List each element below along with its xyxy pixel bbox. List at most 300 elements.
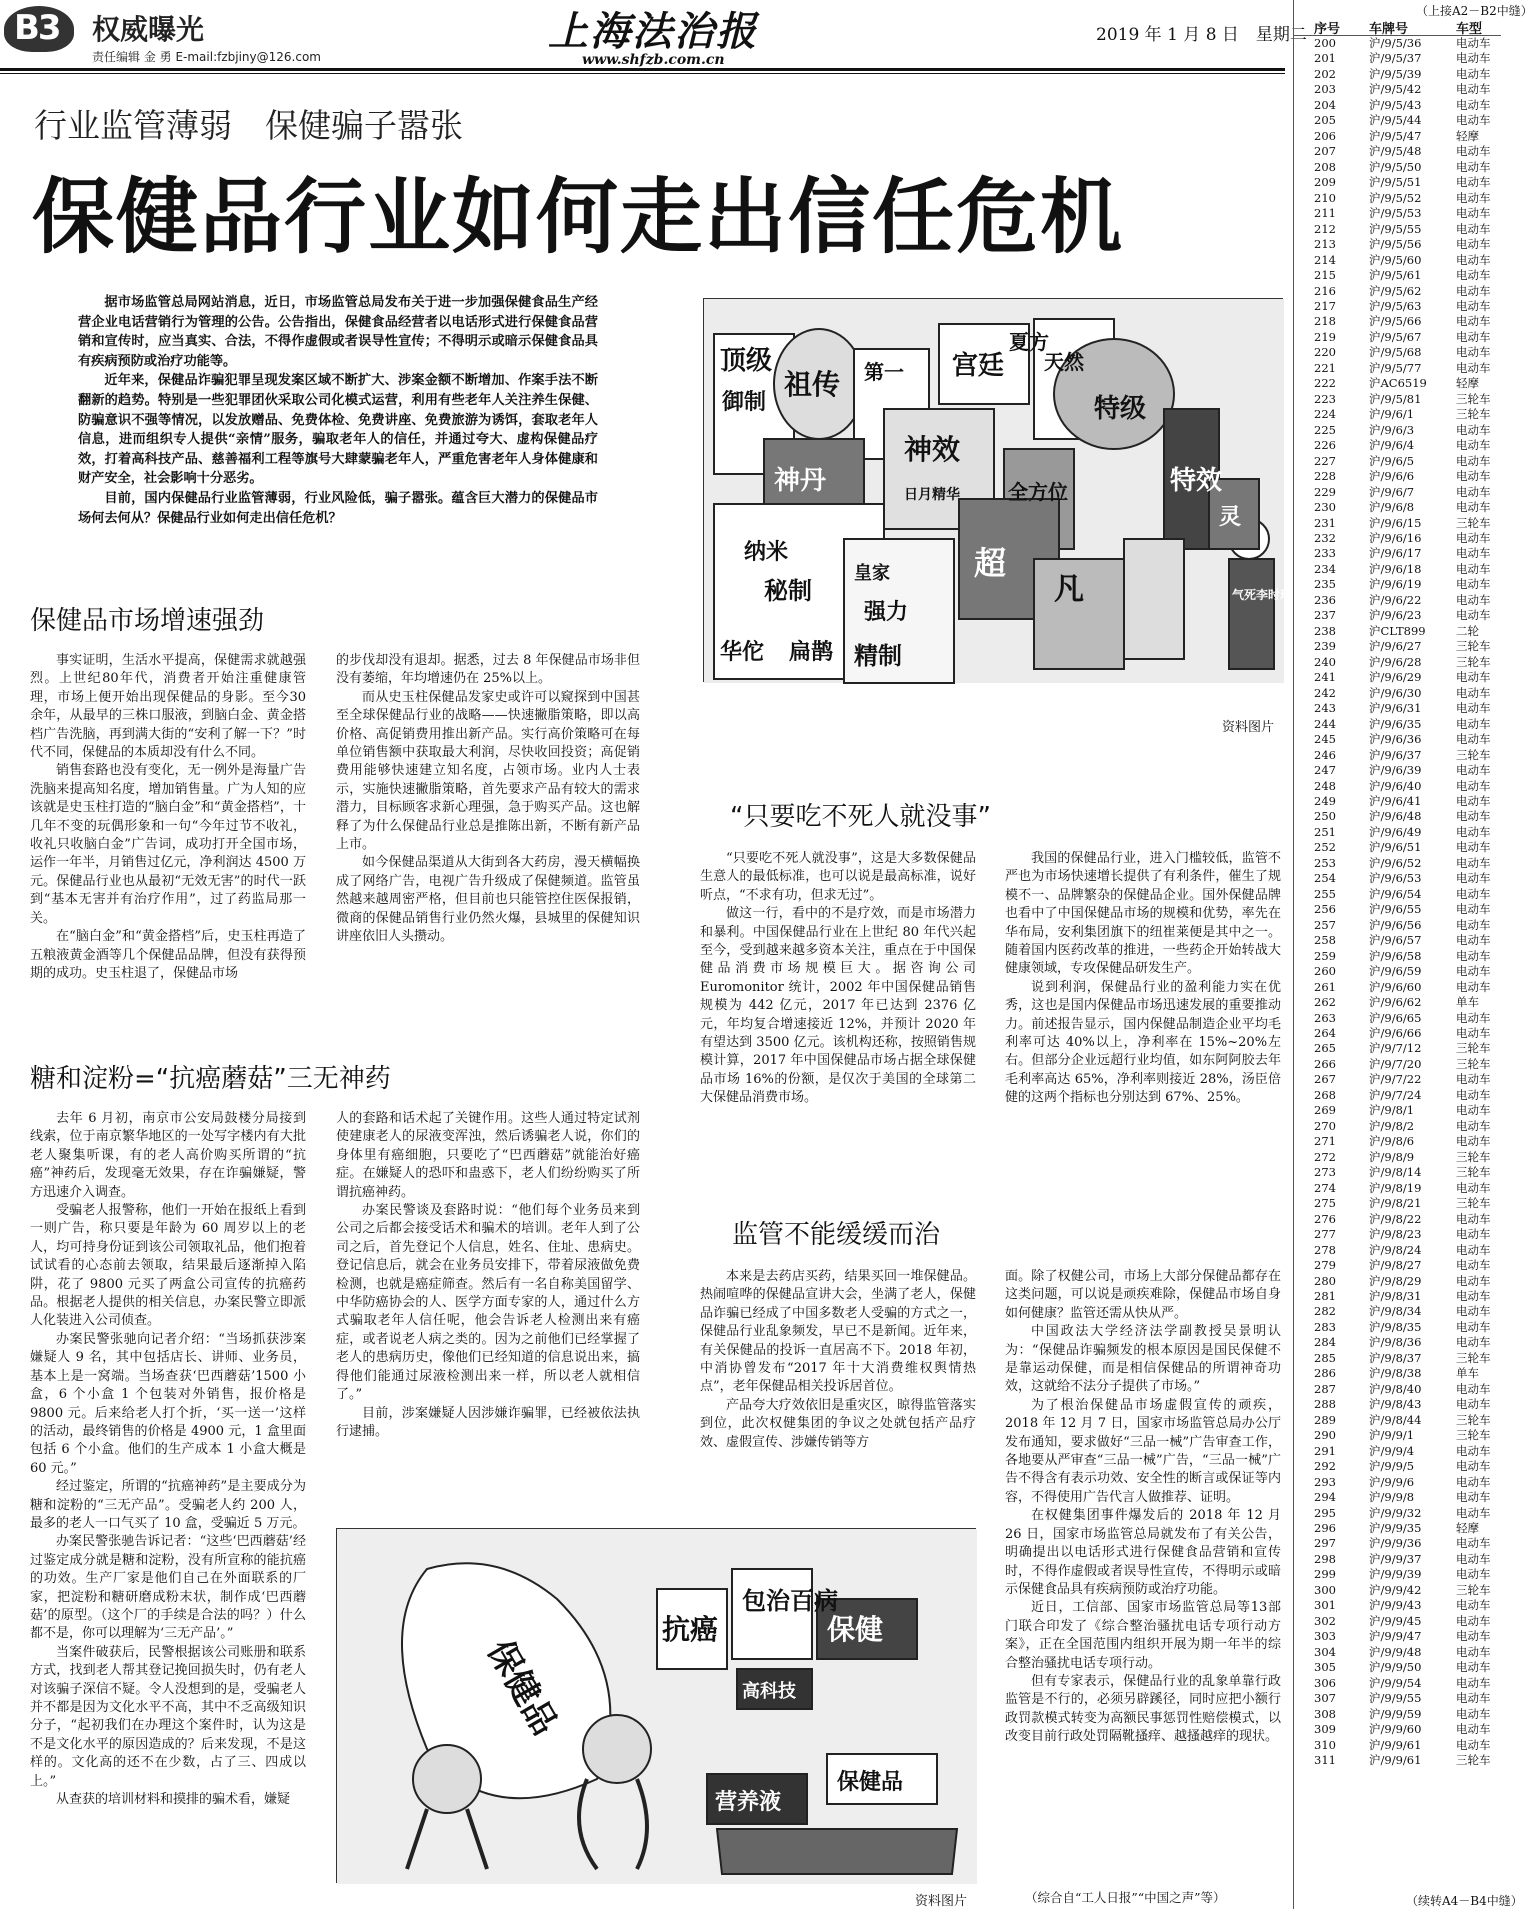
table-cell: 电动车	[1456, 1273, 1491, 1288]
table-cell: 沪/9/8/43	[1369, 1397, 1422, 1412]
table-cell: 267	[1314, 1072, 1336, 1087]
table-row	[1294, 1119, 1501, 1134]
table-cell: 310	[1314, 1737, 1336, 1752]
table-cell: 沪/9/9/43	[1369, 1598, 1422, 1613]
table-cell: 256	[1314, 902, 1336, 917]
table-row	[1294, 284, 1501, 299]
paragraph: 产品夸大疗效依旧是重灾区，晾得监管落实到位，此次权健集团的争议之处就包括产品疗效、虚假宣传、涉嫌传销等方	[700, 1397, 976, 1450]
table-row	[1294, 655, 1501, 670]
table-cell: 电动车	[1456, 902, 1491, 917]
illus-label: 营养液	[715, 1790, 782, 1815]
article-column	[700, 1268, 976, 1452]
table-cell: 沪/9/5/39	[1369, 66, 1422, 81]
table-row	[1294, 1382, 1501, 1397]
table-cell: 三轮车	[1456, 1165, 1491, 1180]
table-row	[1294, 1041, 1501, 1056]
table-row	[1294, 670, 1501, 685]
table-cell: 电动车	[1456, 1227, 1491, 1242]
table-cell: 电动车	[1456, 268, 1491, 283]
table-row	[1294, 1506, 1501, 1521]
table-cell: 沪/9/5/36	[1369, 36, 1422, 50]
table-row	[1294, 1459, 1501, 1474]
header-rule-thin	[0, 73, 1285, 74]
page-badge: B3	[14, 8, 60, 48]
table-row	[1294, 268, 1501, 283]
table-row	[1294, 206, 1501, 221]
table-cell: 沪AC6519	[1369, 376, 1427, 391]
table-cell: 247	[1314, 763, 1336, 778]
source-note: （综合自“工人日报”“中国之声”等）	[1025, 1890, 1226, 1905]
table-row	[1294, 1212, 1501, 1227]
table-row	[1294, 51, 1501, 66]
table-row	[1294, 1351, 1501, 1366]
table-cell: 沪/9/8/40	[1369, 1381, 1422, 1396]
table-cell: 238	[1314, 623, 1336, 638]
illus-label: 神丹	[774, 466, 827, 496]
table-row	[1294, 1413, 1501, 1428]
table-row	[1294, 608, 1501, 623]
table-row	[1294, 933, 1501, 948]
table-cell: 电动车	[1456, 1288, 1491, 1303]
table-cell: 307	[1314, 1691, 1336, 1706]
table-cell: 303	[1314, 1629, 1336, 1644]
paragraph: 说到利润，保健品行业的盈利能力实在优秀，这也是国内保健品市场迅速发展的重要推动力。前述报告显示，国内保健品制造企业平均毛利率可达 40%以上，净利率在 15%~20%左右。但部分企业远超行业均值，如东阿阿胶去年毛利率高达 65%，净利率则接近 28%，汤臣倍健的这两个指标也分别达到 67%、25%。	[1005, 979, 1281, 1106]
table-cell: 电动车	[1456, 732, 1491, 747]
table-cell: 电动车	[1456, 1644, 1491, 1659]
table-cell: 沪/9/8/2	[1369, 1118, 1415, 1133]
table-row	[1294, 1536, 1501, 1551]
table-cell: 沪/9/6/5	[1369, 453, 1415, 468]
table-cell: 电动车	[1456, 1706, 1491, 1721]
table-cell: 沪/9/5/48	[1369, 144, 1422, 159]
table-cell: 电动车	[1456, 1103, 1491, 1118]
table-cell: 沪/9/6/39	[1369, 763, 1422, 778]
bottom-illustration	[336, 1528, 976, 1883]
paragraph: 从查获的培训材料和摸排的骗术看，嫌疑	[56, 1792, 291, 1808]
table-row	[1294, 1552, 1501, 1567]
paragraph: 事实证明，生活水平提高，保健需求就越强烈。上世纪80年代，消费者开始注重健康管理，市场上便开始出现保健品的身影。至今30余年，从最早的三株口服液，到脑白金、黄金搭档广告洗脑，再到满大街的“安利了解一下？”时代不同，保健品的本质却没有什么不同。	[30, 653, 306, 761]
table-cell: 245	[1314, 732, 1336, 747]
elderly-carrying-sack-illustration	[337, 1529, 977, 1884]
table-row	[1294, 701, 1501, 716]
table-cell: 274	[1314, 1180, 1336, 1195]
table-cell: 261	[1314, 979, 1336, 994]
table-row	[1294, 763, 1501, 778]
table-cell: 255	[1314, 886, 1336, 901]
table-row	[1294, 1072, 1501, 1087]
table-cell: 沪/9/8/27	[1369, 1258, 1422, 1273]
table-cell: 电动车	[1456, 871, 1491, 886]
table-cell: 电动车	[1456, 1242, 1491, 1257]
table-cell: 电动车	[1456, 1258, 1491, 1273]
continued-to-note: （续转A4－B4中缝）	[1406, 1894, 1523, 1908]
table-cell: 235	[1314, 577, 1336, 592]
table-cell: 243	[1314, 701, 1336, 716]
table-row	[1294, 1645, 1501, 1660]
table-cell: 232	[1314, 531, 1336, 545]
table-cell: 204	[1314, 97, 1336, 112]
table-cell: 231	[1314, 515, 1336, 530]
table-cell: 273	[1314, 1165, 1336, 1180]
table-cell: 沪/9/8/19	[1369, 1180, 1422, 1195]
table-cell: 电动车	[1456, 1211, 1491, 1226]
illus-label: 保健品	[837, 1770, 904, 1795]
table-cell: 254	[1314, 871, 1336, 886]
table-cell: 沪/9/5/53	[1369, 206, 1422, 221]
table-cell: 电动车	[1456, 1304, 1491, 1319]
table-cell: 246	[1314, 747, 1336, 762]
article-column	[336, 1110, 640, 1441]
table-cell: 沪/9/6/18	[1369, 561, 1422, 576]
table-cell: 224	[1314, 407, 1336, 422]
table-row	[1294, 407, 1501, 422]
table-cell: 电动车	[1456, 500, 1491, 515]
table-cell: 230	[1314, 500, 1336, 515]
table-row	[1294, 1614, 1501, 1629]
table-cell: 262	[1314, 995, 1336, 1010]
table-cell: 电动车	[1456, 840, 1491, 855]
table-cell: 297	[1314, 1536, 1336, 1551]
table-cell: 沪/9/9/60	[1369, 1722, 1422, 1737]
table-cell: 电动车	[1456, 1613, 1491, 1628]
table-cell: 电动车	[1456, 1443, 1491, 1458]
paragraph: 本来是去药店买药，结果买回一堆保健品。热闹喧哗的保健品宣讲大会，坐满了老人，保健品诈骗已经成了中国多数老人受骗的方式之一，保健品行业乱象频发，早已不是新闻。近年来，有关保健品的投诉一直居高不下。2018 年初，中消协曾发布“2017 年十大消费维权舆情热点”，老年保健品相关投诉居首位。	[700, 1269, 976, 1395]
table-cell: 沪/9/5/37	[1369, 51, 1422, 66]
table-cell: 288	[1314, 1397, 1336, 1412]
table-cell: 沪/9/6/1	[1369, 407, 1415, 422]
table-cell: 二轮	[1456, 623, 1479, 638]
table-cell: 电动车	[1456, 144, 1491, 159]
table-cell: 电动车	[1456, 716, 1491, 731]
illus-label: 夏方	[1009, 330, 1049, 354]
table-cell: 电动车	[1456, 979, 1491, 994]
table-cell: 244	[1314, 716, 1336, 731]
table-row	[1294, 469, 1501, 484]
table-row	[1294, 1057, 1501, 1072]
table-cell: 电动车	[1456, 206, 1491, 221]
table-cell: 225	[1314, 422, 1336, 437]
table-cell: 电动车	[1456, 175, 1491, 190]
paragraph: 在“脑白金”和“黄金搭档”后，史玉柱再造了五粮液黄金酒等几个保健品品牌，但没有获得预期的成功。史玉柱退了，保健品市场	[30, 929, 306, 981]
table-row	[1294, 1243, 1501, 1258]
table-row	[1294, 856, 1501, 871]
table-cell: 电动车	[1456, 964, 1491, 979]
table-cell: 沪/9/6/66	[1369, 1026, 1422, 1040]
table-cell: 沪/9/6/52	[1369, 855, 1422, 870]
table-cell: 电动车	[1456, 1180, 1491, 1195]
table-cell: 三轮车	[1456, 1149, 1491, 1164]
illus-label: 高科技	[742, 1681, 796, 1702]
table-row	[1294, 1150, 1501, 1165]
table-cell: 275	[1314, 1196, 1336, 1211]
table-cell: 沪/9/6/16	[1369, 531, 1422, 545]
table-cell: 电动车	[1456, 1319, 1491, 1334]
top-illustration	[703, 298, 1293, 682]
illus-label: 气死李时珍	[1232, 588, 1293, 602]
header-rule	[0, 68, 1285, 71]
table-cell: 三轮车	[1456, 639, 1491, 654]
column-header: 车型	[1456, 22, 1483, 37]
table-cell: 271	[1314, 1134, 1336, 1149]
table-row	[1294, 36, 1501, 51]
table-cell: 沪/9/7/24	[1369, 1087, 1422, 1102]
table-cell: 沪/9/6/15	[1369, 515, 1422, 530]
table-cell: 沪/9/6/57	[1369, 933, 1422, 948]
table-cell: 沪/9/9/4	[1369, 1443, 1415, 1458]
table-cell: 沪/9/6/55	[1369, 902, 1422, 917]
paragraph: 但有专家表示，保健品行业的乱象单靠行政监管是不行的，必须另辟蹊径，同时应把小额行政罚款模式转变为高额民事惩罚性赔偿模式，以改变目前行政处罚隔靴搔痒、越搔越痒的现状。	[1005, 1673, 1281, 1745]
table-row	[1294, 871, 1501, 886]
table-cell: 214	[1314, 252, 1336, 267]
table-cell: 电动车	[1456, 933, 1491, 948]
table-cell: 299	[1314, 1567, 1336, 1582]
table-cell: 252	[1314, 840, 1336, 855]
table-cell: 电动车	[1456, 917, 1491, 932]
table-cell: 沪/9/9/35	[1369, 1521, 1422, 1535]
table-cell: 沪/9/8/44	[1369, 1412, 1422, 1427]
table-cell: 281	[1314, 1288, 1336, 1303]
table-cell: 269	[1314, 1103, 1336, 1118]
table-cell: 沪/9/6/41	[1369, 793, 1422, 808]
table-cell: 沪/9/9/6	[1369, 1474, 1415, 1489]
table-cell: 沪/9/9/5	[1369, 1459, 1415, 1474]
table-cell: 电动车	[1456, 1026, 1491, 1040]
table-cell: 沪/9/9/61	[1369, 1737, 1422, 1752]
table-cell: 沪/9/8/36	[1369, 1335, 1422, 1350]
table-cell: 沪/9/5/52	[1369, 190, 1422, 205]
table-cell: 207	[1314, 144, 1336, 159]
table-cell: 263	[1314, 1010, 1336, 1025]
table-row	[1294, 624, 1501, 639]
table-row	[1294, 345, 1501, 360]
table-cell: 沪/9/6/30	[1369, 685, 1422, 700]
table-cell: 沪/9/6/6	[1369, 469, 1415, 484]
paragraph: 人的套路和话术起了关键作用。这些人通过特定试剂使建康老人的尿液变浑浊，然后诱骗老人说，你们的身体里有癌细胞，只要吃了“巴西蘑菇”就能治好癌症。在嫌疑人的恐吓和蛊惑下，老人们纷纷购买了所谓抗癌神药。	[336, 1111, 640, 1200]
article-column	[1005, 1268, 1281, 1747]
table-row	[1294, 1304, 1501, 1319]
table-cell: 沪/9/8/24	[1369, 1242, 1422, 1257]
table-cell: 280	[1314, 1273, 1336, 1288]
table-cell: 216	[1314, 283, 1336, 298]
table-row	[1294, 82, 1501, 97]
table-cell: 三轮车	[1456, 515, 1491, 530]
table-row	[1294, 1289, 1501, 1304]
table-cell: 272	[1314, 1149, 1336, 1164]
table-cell: 213	[1314, 237, 1336, 252]
table-row	[1294, 129, 1501, 144]
table-row	[1294, 454, 1501, 469]
table-cell: 沪/9/9/39	[1369, 1567, 1422, 1582]
table-row	[1294, 1738, 1501, 1753]
table-row	[1294, 964, 1501, 979]
table-cell: 电动车	[1456, 422, 1491, 437]
table-cell: 227	[1314, 453, 1336, 468]
table-row	[1294, 1274, 1501, 1289]
table-cell: 电动车	[1456, 1490, 1491, 1505]
illus-label: 灵	[1219, 505, 1242, 530]
table-row	[1294, 1567, 1501, 1582]
table-cell: 电动车	[1456, 824, 1491, 839]
masthead-logo: 上海法治报	[548, 8, 758, 55]
table-cell: 200	[1314, 36, 1336, 50]
table-cell: 282	[1314, 1304, 1336, 1319]
table-cell: 电动车	[1456, 1072, 1491, 1087]
table-cell: 沪/9/6/54	[1369, 886, 1422, 901]
table-cell: 沪/9/5/67	[1369, 329, 1422, 344]
table-cell: 电动车	[1456, 1551, 1491, 1566]
table-cell: 电动车	[1456, 314, 1491, 329]
column-header: 车牌号	[1369, 22, 1409, 37]
table-cell: 300	[1314, 1582, 1336, 1597]
section-title: 权威曝光	[92, 13, 205, 46]
table-cell: 沪/9/9/1	[1369, 1428, 1415, 1443]
table-row	[1294, 918, 1501, 933]
table-cell: 电动车	[1456, 1459, 1491, 1474]
table-row	[1294, 1335, 1501, 1350]
table-cell: 电动车	[1456, 855, 1491, 870]
table-cell: 沪/9/6/17	[1369, 546, 1422, 561]
table-cell: 沪/9/6/65	[1369, 1010, 1422, 1025]
paragraph: 办案民警谈及套路时说：“他们每个业务员来到公司之后都会接受话术和骗术的培训。老年人到了公司之后，首先登记个人信息，姓名、住址、患病史。登记信息后，就会在业务员安排下，带着尿液做免费检测，也就是癌症筛查。然后有一名自称美国留学、中华防癌协会的人、医学方面专家的人，通过什么方式骗取老年人信任呢，他会告诉老人检测出来有癌症，或者说老人病之类的。因为之前他们已经掌握了老人的患病历史，像他们已经知道的信息说出来，搞得他们能通过尿液检测出来一样，所以老人就相信了。”	[336, 1203, 640, 1403]
illus-label: 特级	[1094, 394, 1147, 424]
table-cell: 沪/9/6/62	[1369, 995, 1422, 1010]
table-cell: 268	[1314, 1087, 1336, 1102]
table-row	[1294, 1320, 1501, 1335]
table-cell: 电动车	[1456, 1660, 1491, 1675]
table-cell: 电动车	[1456, 809, 1491, 824]
table-cell: 沪/9/6/36	[1369, 732, 1422, 747]
table-cell: 沪/9/5/56	[1369, 237, 1422, 252]
table-cell: 208	[1314, 159, 1336, 174]
table-cell: 电动车	[1456, 1536, 1491, 1551]
table-cell: 沪/9/5/44	[1369, 113, 1422, 128]
table-cell: 电动车	[1456, 82, 1491, 97]
section-heading: “只要吃不死人就没事”	[730, 802, 991, 832]
table-cell: 沪/9/9/61	[1369, 1753, 1422, 1768]
table-row	[1294, 1753, 1501, 1768]
table-row	[1294, 887, 1501, 902]
table-row	[1294, 160, 1501, 175]
table-row	[1294, 1629, 1501, 1644]
table-cell: 三轮车	[1456, 391, 1491, 406]
table-cell: 237	[1314, 608, 1336, 623]
table-cell: 沪/9/6/29	[1369, 670, 1422, 685]
table-cell: 沪/9/9/48	[1369, 1644, 1422, 1659]
illus-label: 保健	[827, 1613, 884, 1646]
paragraph: 受骗老人报警称，他们一开始在报纸上看到一则广告，称只要是年龄为 60 周岁以上的老人，均可持身份证到该公司领取礼品，他们抱着试试看的心态前去领取，结果最后逐渐掉入陷阱，花了 9800 元买了两盒公司宣传的抗癌药品。根据老人提供的相关信息，办案民警立即派人化装进入公司侦查。	[30, 1203, 306, 1329]
table-cell: 电动车	[1456, 283, 1491, 298]
table-cell: 233	[1314, 546, 1336, 561]
illus-label: 超	[974, 544, 1007, 582]
paragraph: 的步伐却没有退却。据悉，过去 8 年保健品市场非但没有萎缩，年均增速仍在 25%以上。	[336, 653, 640, 687]
table-row	[1294, 438, 1501, 453]
table-cell: 293	[1314, 1474, 1336, 1489]
table-row	[1294, 1196, 1501, 1211]
table-row	[1294, 995, 1501, 1010]
table-row	[1294, 902, 1501, 917]
table-cell: 电动车	[1456, 763, 1491, 778]
table-cell: 电动车	[1456, 360, 1491, 375]
table-cell: 234	[1314, 561, 1336, 576]
table-cell: 223	[1314, 391, 1336, 406]
paragraph: 面。除了权健公司，市场上大部分保健品都存在这类问题，可以说是顽疾难除，保健品市场自身如何健康？监管还需从快从严。	[1005, 1269, 1281, 1321]
lead-paragraph: 近年来，保健品诈骗犯罪呈现发案区域不断扩大、涉案金额不断增加、作案手法不断翻新的趋势。特别是一些犯罪团伙采取公司化模式运营，利用有些老年人关注养生保健、防骗意识不强等情况，以发放赠品、免费体检、免费讲座、免费旅游为诱饵，套取老年人信息，进而组织专人提供“亲情”服务，骗取老年人的信任，并通过夸大、虚构保健品疗效，打着高科技产品、慈善福利工程等旗号大肆蒙骗老年人，严重危害老年人身体健康和财产安全，社会影响十分恶劣。	[78, 373, 598, 487]
table-cell: 沪/9/6/27	[1369, 639, 1422, 654]
illus-label: 抗癌	[662, 1613, 719, 1646]
table-cell: 电动车	[1456, 701, 1491, 716]
article-column	[700, 850, 976, 1108]
table-row	[1294, 1134, 1501, 1149]
table-cell: 电动车	[1456, 345, 1491, 360]
table-cell: 沪/9/9/54	[1369, 1675, 1422, 1690]
table-cell: 电动车	[1456, 329, 1491, 344]
table-row	[1294, 1366, 1501, 1381]
illus-label: 强力	[864, 600, 909, 625]
table-cell: 沪/9/8/14	[1369, 1165, 1422, 1180]
table-cell: 三轮车	[1456, 1582, 1491, 1597]
table-cell: 217	[1314, 298, 1336, 313]
table-cell: 单车	[1456, 1366, 1479, 1381]
table-row	[1294, 1428, 1501, 1443]
table-row	[1294, 1707, 1501, 1722]
table-cell: 电动车	[1456, 113, 1491, 128]
table-cell: 沪/9/7/20	[1369, 1056, 1422, 1071]
table-cell: 212	[1314, 221, 1336, 236]
table-row	[1294, 546, 1501, 561]
table-cell: 沪/9/6/51	[1369, 840, 1422, 855]
table-row	[1294, 237, 1501, 252]
table-cell: 286	[1314, 1366, 1336, 1381]
table-row	[1294, 593, 1501, 608]
table-cell: 294	[1314, 1490, 1336, 1505]
table-cell: 电动车	[1456, 1629, 1491, 1644]
table-row	[1294, 809, 1501, 824]
paragraph: 当案件破获后，民警根据该公司账册和联系方式，找到老人帮其登记挽回损失时，仍有老人对该骗子深信不疑。令人没想到的是，受骗老人并不都是因为文化水平不高，其中不乏高级知识分子，“起初我们在办理这个案件时，认为这是不是文化水平的原因造成的？后来发现，不是这样的。文化高的还不在少数，占了三、四成以上。”	[30, 1644, 306, 1789]
table-cell: 沪/9/9/45	[1369, 1613, 1422, 1628]
table-cell: 270	[1314, 1118, 1336, 1133]
table-cell: 沪/9/6/58	[1369, 948, 1422, 963]
table-cell: 283	[1314, 1319, 1336, 1334]
table-row	[1294, 1258, 1501, 1273]
table-cell: 电动车	[1456, 1010, 1491, 1025]
table-cell: 沪/9/6/49	[1369, 824, 1422, 839]
masthead-url[interactable]: www.shfzb.com.cn	[582, 52, 725, 68]
illus-label: 特效	[1170, 466, 1223, 496]
table-cell: 沪/9/5/55	[1369, 221, 1422, 236]
editor-line: 责任编辑 金 勇 E-mail:fzbjiny@126.com	[92, 50, 321, 64]
table-row	[1294, 1181, 1501, 1196]
table-row	[1294, 1088, 1501, 1103]
table-cell: 266	[1314, 1056, 1336, 1071]
table-cell: 轻摩	[1456, 376, 1479, 391]
table-row	[1294, 1521, 1501, 1536]
table-row	[1294, 1598, 1501, 1613]
section-heading: 监管不能缓缓而治	[732, 1220, 941, 1250]
illus-label: 凡	[1054, 572, 1084, 607]
illus-label: 祖传	[784, 368, 841, 401]
table-cell: 沪/9/9/36	[1369, 1536, 1422, 1551]
table-row	[1294, 330, 1501, 345]
table-row	[1294, 392, 1501, 407]
table-row	[1294, 1722, 1501, 1737]
table-row	[1294, 98, 1501, 113]
paragraph: 目前，涉案嫌疑人因涉嫌诈骗罪，已经被依法执行逮捕。	[336, 1405, 640, 1439]
illus-label: 精制	[854, 642, 902, 670]
table-cell: 电动车	[1456, 51, 1491, 66]
article-column	[30, 652, 306, 983]
table-cell: 电动车	[1456, 237, 1491, 252]
table-cell: 301	[1314, 1598, 1336, 1613]
